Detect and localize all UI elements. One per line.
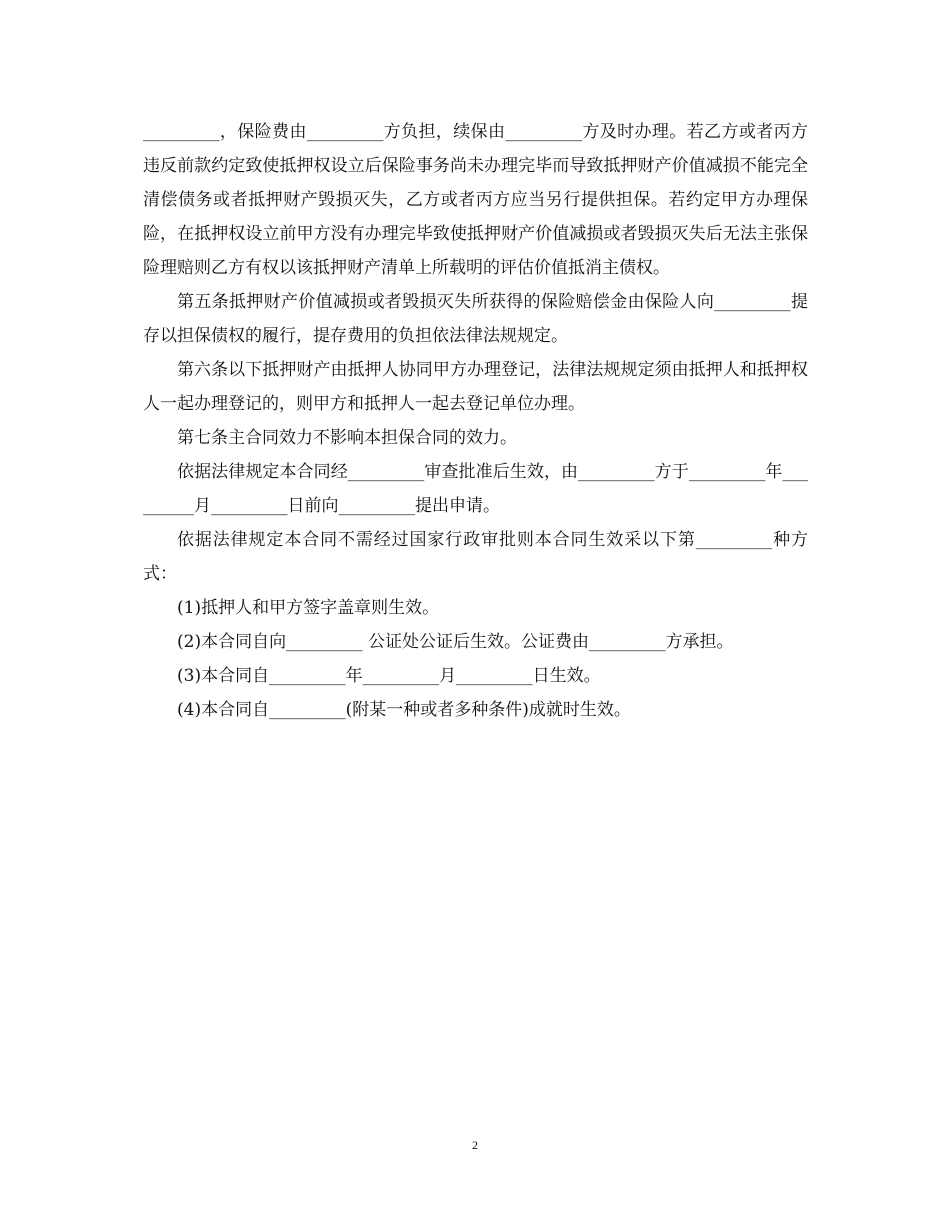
paragraph-no-approval: 依据法律规定本合同不需经过国家行政审批则本合同生效采以下第_________种方式： <box>143 530 808 584</box>
paragraph-article-5: 第五条抵押财产价值减损或者毁损灭失所获得的保险赔偿金由保险人向_________提存以担保债权的履行，提存费用的负担依法律法规规定。 <box>143 292 808 346</box>
list-item-option-2: (2)本合同自向_________ 公证处公证后生效。公证费由_________方承担。 <box>177 632 734 652</box>
list-item-option-3: (3)本合同自_________年_________月_________日生效。 <box>177 666 601 686</box>
paragraph-article-7: 第七条主合同效力不影响本担保合同的效力。 <box>177 428 517 448</box>
paragraph-insurance: _________，保险费由_________方负担，续保由_________方及时办理。若乙方或者丙方违反前款约定致使抵押权设立后保险事务尚未办理完毕而导致抵押财产价值减损不能完全清偿债务或者抵押财产毁损灭失，乙方或者丙方应当另行提供担保。若约定甲方办理保险，在抵押权设立前甲方没有办理完毕致使抵押财产价值减损或者毁损灭失后无法主张保险理赔则乙方有权以该抵押财产清单上所载明的评估价值抵消主债权。 <box>143 122 808 278</box>
document-body <box>143 115 808 727</box>
list-item-option-4: (4)本合同自_________(附某一种或者多种条件)成就时生效。 <box>177 700 631 720</box>
page-number: 2 <box>472 1138 478 1152</box>
paragraph-article-6: 第六条以下抵押财产由抵押人协同甲方办理登记，法律法规规定须由抵押人和抵押权人一起办理登记的，则甲方和抵押人一起去登记单位办理。 <box>143 360 808 414</box>
paragraph-approval: 依据法律规定本合同经_________审查批准后生效，由_________方于_________年_________月_________日前向_________提出申请。 <box>143 462 808 516</box>
list-item-option-1: (1)抵押人和甲方签字盖章则生效。 <box>177 598 440 618</box>
